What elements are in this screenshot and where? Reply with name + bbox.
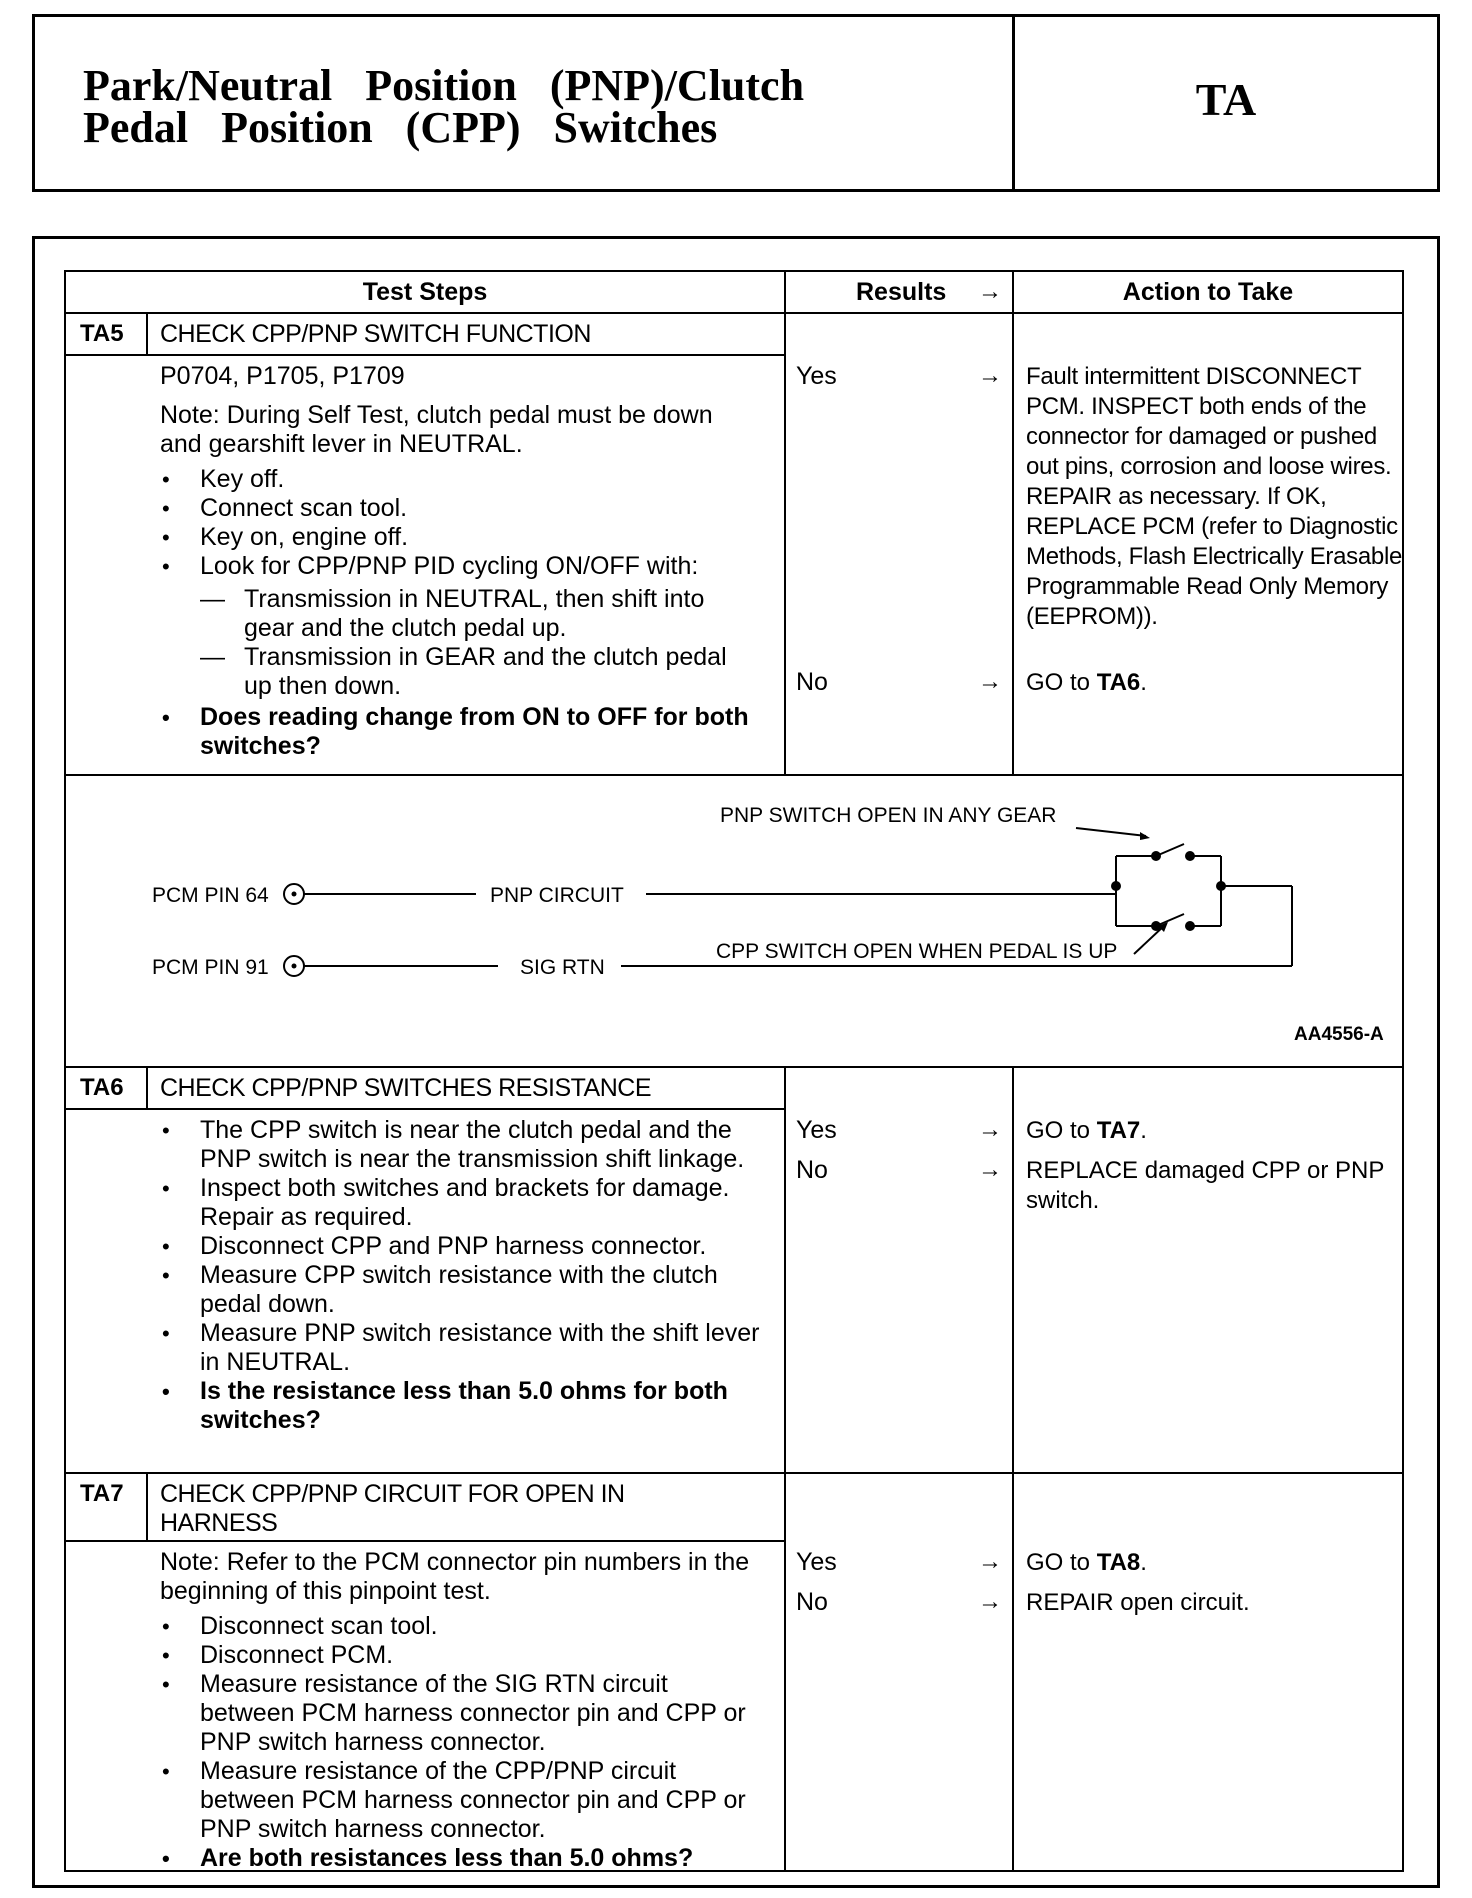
action-no-ta6: REPLACE damaged CPP or PNP switch.	[1026, 1157, 1384, 1214]
section-code: TA	[1195, 73, 1257, 125]
list-item: • Key off.	[160, 465, 760, 494]
list-item: • Measure PNP switch resistance with the shift lever in NEUTRAL.	[160, 1319, 760, 1377]
action-yes-ta7: GO to TA8.	[1026, 1549, 1147, 1576]
arrow-icon: →	[978, 1156, 1002, 1183]
step-title-ta5: CHECK CPP/PNP SWITCH FUNCTION	[160, 320, 591, 348]
step-body-ta7	[160, 1548, 760, 1873]
list-item: • The CPP switch is near the clutch pedal and the PNP switch is near the transmission shift linkage.	[160, 1116, 760, 1174]
title-line-2: Pedal Position (CPP) Switches	[83, 103, 718, 152]
table-header-row	[66, 272, 1402, 312]
step-title-ta6: CHECK CPP/PNP SWITCHES RESISTANCE	[160, 1074, 651, 1102]
arrow-icon: →	[978, 1548, 1002, 1575]
list-item: • Look for CPP/PNP PID cycling ON/OFF with:	[160, 552, 760, 581]
step-reference: TA8	[1096, 1549, 1141, 1576]
dtc-codes: P0704, P1705, P1709	[160, 362, 405, 390]
step-ta6	[66, 1068, 1402, 1472]
list-item: • Disconnect PCM.	[160, 1641, 760, 1670]
step-question-ta6: • Is the resistance less than 5.0 ohms for both switches?	[160, 1377, 760, 1435]
list-item: • Measure CPP switch resistance with the clutch pedal down.	[160, 1261, 760, 1319]
circuit-schematic	[66, 776, 1402, 1066]
cpp-switch-label: CPP SWITCH OPEN WHEN PEDAL IS UP	[716, 940, 1118, 963]
step-id-ta6: TA6	[80, 1074, 124, 1101]
arrow-icon: →	[978, 1116, 1002, 1143]
step-body-ta5	[160, 362, 760, 761]
step-id-ta7: TA7	[80, 1480, 124, 1507]
step-reference: TA7	[1096, 1117, 1141, 1144]
step-title-line: CHECK CPP/PNP CIRCUIT FOR OPEN IN	[160, 1480, 625, 1508]
action-yes-ta5: Fault intermittent DISCONNECT PCM. INSPECT both ends of the connector for damaged or pushed out pins, corrosion and loose wires. REPAIR as necessary. If OK, REPLACE PCM (refer to Diagnostic Methods, Flash Electrically Erasable Programmable Read Only Memory (EEPROM)).	[1026, 363, 1403, 630]
result-no-ta5: No	[796, 668, 828, 696]
step-reference: TA6	[1096, 669, 1141, 696]
sub-list-item: — Transmission in GEAR and the clutch pedal up then down.	[160, 643, 760, 701]
sig-rtn-label: SIG RTN	[520, 956, 605, 979]
column-header-arrow: →	[978, 278, 1002, 305]
step-question-ta5: • Does reading change from ON to OFF for both switches?	[160, 703, 760, 761]
page-header	[32, 14, 1440, 192]
result-yes-ta7: Yes	[796, 1548, 837, 1576]
column-header-test-steps: Test Steps	[362, 278, 488, 306]
figure-id: AA4556-A	[1294, 1024, 1384, 1045]
step-ta5	[66, 314, 1402, 774]
step-question-ta7: • Are both resistances less than 5.0 ohms?	[160, 1844, 760, 1873]
result-no-ta7: No	[796, 1588, 828, 1616]
step-note-ta5: Note: During Self Test, clutch pedal must be down and gearshift lever in NEUTRAL.	[160, 401, 713, 458]
column-header-action: Action to Take	[1122, 278, 1294, 306]
pcm-pin-64-label: PCM PIN 64	[152, 884, 269, 907]
result-yes-ta5: Yes	[796, 362, 837, 390]
action-yes-ta6: GO to TA7.	[1026, 1117, 1147, 1144]
step-note-ta7: Note: Refer to the PCM connector pin numbers in the beginning of this pinpoint test.	[160, 1548, 750, 1605]
step-id-ta5: TA5	[80, 320, 124, 347]
test-steps-table	[64, 270, 1404, 1872]
arrow-icon: →	[978, 1588, 1002, 1615]
wiring-diagram	[66, 776, 1402, 1066]
result-no-ta6: No	[796, 1156, 828, 1184]
action-no-ta5: GO to TA6.	[1026, 669, 1147, 696]
list-item: • Measure resistance of the SIG RTN circuit between PCM harness connector pin and CPP or PNP switch harness connector.	[160, 1670, 760, 1757]
sub-list-item: — Transmission in NEUTRAL, then shift into gear and the clutch pedal up.	[160, 585, 760, 643]
step-ta7	[66, 1474, 1402, 1872]
result-yes-ta6: Yes	[796, 1116, 837, 1144]
title-line-1: Park/Neutral Position (PNP)/Clutch	[83, 61, 805, 110]
column-header-results: Results	[856, 278, 947, 306]
list-item: • Measure resistance of the CPP/PNP circuit between PCM harness connector pin and CPP or PNP switch harness connector.	[160, 1757, 760, 1844]
list-item: • Connect scan tool.	[160, 494, 760, 523]
list-item: • Disconnect CPP and PNP harness connector.	[160, 1232, 760, 1261]
arrow-icon: →	[978, 362, 1002, 389]
list-item: • Disconnect scan tool.	[160, 1612, 760, 1641]
list-item: • Inspect both switches and brackets for damage. Repair as required.	[160, 1174, 760, 1232]
action-no-ta7: REPAIR open circuit.	[1026, 1589, 1250, 1616]
pnp-circuit-label: PNP CIRCUIT	[490, 884, 624, 907]
list-item: • Key on, engine off.	[160, 523, 760, 552]
pnp-switch-label: PNP SWITCH OPEN IN ANY GEAR	[720, 804, 1057, 827]
step-title-line: HARNESS	[160, 1509, 278, 1537]
pcm-pin-91-label: PCM PIN 91	[152, 956, 269, 979]
step-body-ta6	[160, 1116, 760, 1435]
page-title	[35, 17, 1015, 189]
step-title-ta7	[160, 1480, 625, 1538]
arrow-icon: →	[978, 668, 1002, 695]
